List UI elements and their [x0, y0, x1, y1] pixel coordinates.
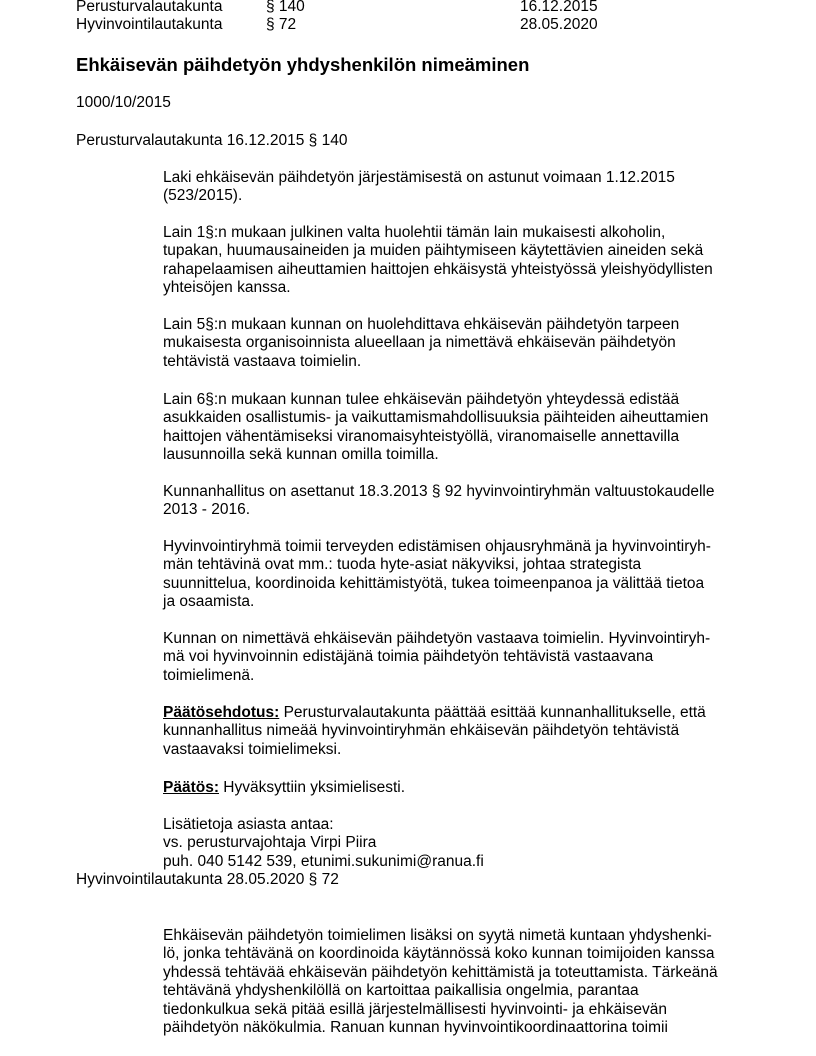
text-line: 2013 - 2016. [163, 501, 251, 519]
paragraph [163, 316, 679, 371]
paragraph [163, 224, 713, 298]
text-line: tehtävänä yhdyshenkilöllä on kartoittaa paikallisia ongelmia, parantaa [163, 982, 639, 1000]
section-number: § 72 [266, 16, 297, 33]
text-line: vs. perusturvajohtaja Virpi Piira [163, 834, 377, 852]
text-line: Laki ehkäisevän päihdetyön järjestämisestä on astunut voimaan 1.12.2015 [163, 169, 675, 186]
paragraph [163, 927, 718, 1037]
text-line: lö, jonka tehtävänä on koordinoida käytännössä koko kunnan toimijoiden kanssa [163, 945, 715, 963]
text-line: yhteisöjen kanssa. [163, 279, 291, 297]
text-line: vastaavaksi toimielimeksi. [163, 740, 342, 758]
text-line: Kunnan on nimettävä ehkäisevän päihdetyön vastaava toimielin. Hyvinvointiryh- [163, 630, 711, 647]
decision-text: Hyväksyttiin yksimielisesti. [219, 779, 406, 796]
case-number: 1000/10/2015 [76, 94, 171, 111]
text-line: Lain 1§:n mukaan julkinen valta huolehtii tämän lain mukaisesti alkoholin, [163, 224, 666, 241]
paragraph [163, 538, 711, 612]
decision [163, 779, 405, 797]
board-name: Hyvinvointilautakunta [76, 16, 223, 33]
text-line: kunnanhallitus nimeää hyvinvointiryhmän ehkäisevän päihdetyön tehtävistä [163, 722, 680, 740]
text-line: ja osaamista. [163, 593, 255, 611]
contact-info [163, 816, 484, 871]
text-line: asukkaiden osallistumis- ja vaikuttamismahdollisuuksia päihteiden aiheuttamien [163, 409, 709, 427]
board-name: Perusturvalautakunta [76, 0, 223, 15]
section-number: § 140 [266, 0, 305, 15]
paragraph [163, 391, 708, 465]
decision-proposal [163, 704, 706, 759]
meeting-heading: Perusturvalautakunta 16.12.2015 § 140 [76, 132, 348, 149]
decision-label: Päätös: [163, 779, 219, 796]
meeting-date: 16.12.2015 [520, 0, 598, 15]
text-line: mä voi hyvinvoinnin edistäjänä toimia päihdetyön tehtävistä vastaavana [163, 648, 654, 666]
text-line: suunnittelua, koordinoida kehittämistyötä, tukea toimeenpanoa ja välittää tietoa [163, 574, 705, 592]
text-line: mukaisesta organisoinnista alueellaan ja nimettävä ehkäisevän päihdetyön [163, 334, 676, 352]
document-title: Ehkäisevän päihdetyön yhdyshenkilön nimeäminen [76, 54, 530, 75]
text-line: Ehkäisevän päihdetyön toimielimen lisäksi on syytä nimetä kuntaan yhdyshenki- [163, 927, 712, 944]
text-line: puh. 040 5142 539, etunimi.sukunimi@ranua.fi [163, 852, 484, 870]
text-line: päihdetyön näkökulmia. Ranuan kunnan hyvinvointikoordinaattorina toimii [163, 1018, 668, 1036]
text-line: män tehtävinä ovat mm.: tuoda hyte-asiat näkyviksi, johtaa strategista [163, 556, 642, 574]
text-line: Perusturvalautakunta päättää esittää kunnanhallitukselle, että [279, 704, 706, 721]
text-line: (523/2015). [163, 187, 243, 205]
text-line: yhdessä tehtävää ehkäisevän päihdetyön kehittämistä ja toteuttamista. Tärkeänä [163, 963, 718, 981]
text-line: toimielimenä. [163, 666, 255, 684]
text-line: Hyvinvointiryhmä toimii terveyden edistämisen ohjausryhmänä ja hyvinvointiryh- [163, 538, 711, 555]
proposal-label: Päätösehdotus: [163, 704, 280, 721]
paragraph [163, 169, 675, 206]
meeting-heading: Hyvinvointilautakunta 28.05.2020 § 72 [76, 871, 339, 888]
text-line: Kunnanhallitus on asettanut 18.3.2013 § 92 hyvinvointiryhmän valtuustokaudelle [163, 483, 715, 500]
paragraph [163, 630, 710, 685]
text-line: tehtävistä vastaava toimielin. [163, 352, 362, 370]
text-line: Lain 6§:n mukaan kunnan tulee ehkäisevän päihdetyön yhteydessä edistää [163, 391, 680, 408]
text-line: Lain 5§:n mukaan kunnan on huolehdittava ehkäisevän päihdetyön tarpeen [163, 316, 680, 333]
paragraph [163, 483, 715, 520]
text-line: rahapelaamisen aiheuttamien haittojen ehkäisystä yhteistyössä yleishyödyllisten [163, 260, 713, 278]
text-line: tupakan, huumausaineiden ja muiden päihtymiseen käytettävien aineiden sekä [163, 242, 704, 260]
text-line: Lisätietoja asiasta antaa: [163, 816, 334, 833]
text-line: haittojen vähentämiseksi viranomaisyhteistyöllä, viranomaiselle annettavilla [163, 427, 680, 445]
meeting-date: 28.05.2020 [520, 16, 598, 33]
text-line: lausunnoilla sekä kunnan omilla toimilla. [163, 446, 439, 464]
text-line: tiedonkulkua sekä pitää esillä järjestelmällisesti hyvinvointi- ja ehkäisevän [163, 1000, 668, 1018]
